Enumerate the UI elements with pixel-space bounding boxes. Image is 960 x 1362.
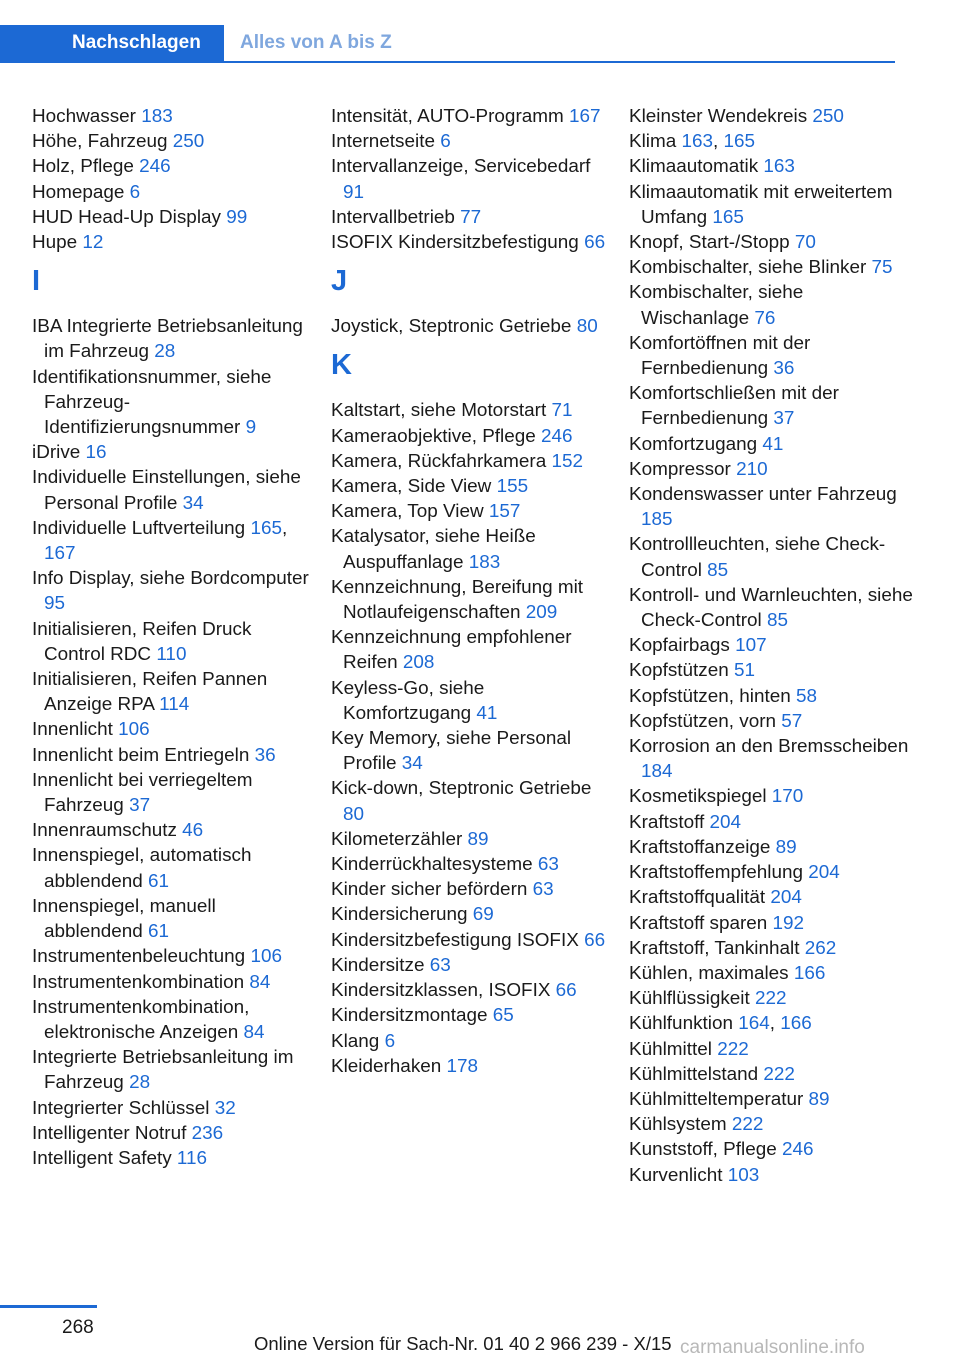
index-entry-term: Instrumentenkombination, elektronische Anzeigen: [32, 996, 250, 1043]
index-entry: [331, 827, 616, 852]
index-entry-term: Kamera, Side View: [331, 476, 497, 498]
page-reference-link[interactable]: 250: [172, 131, 205, 153]
index-entry: [629, 230, 914, 255]
page-reference-link[interactable]: 167: [568, 106, 601, 127]
index-entry-term: Key Memory, siehe Personal Profile: [331, 728, 572, 775]
index-entry: [32, 995, 317, 1045]
index-entry-term: Kinderrückhaltesysteme: [331, 854, 538, 876]
index-entry: [629, 104, 914, 129]
tab-nachschlagen[interactable]: Nachschlagen: [0, 25, 224, 61]
index-entry-term: Kleiderhaken: [331, 1055, 447, 1077]
index-entry: [331, 154, 616, 204]
page-reference-link[interactable]: 34: [401, 753, 423, 775]
page-reference-link[interactable]: 183: [141, 106, 173, 127]
index-column-1: [32, 104, 317, 1171]
index-letter-heading: K: [331, 349, 352, 382]
index-entry-term: Kontrollleuchten, siehe Check-Control: [629, 534, 886, 581]
index-entry-term: Kosmetikspiegel: [629, 786, 772, 808]
page-reference-link[interactable]: 63: [429, 954, 451, 976]
index-entry: [629, 684, 914, 709]
index-entry-term: Instrumentenbeleuchtung: [32, 946, 251, 968]
page-reference-link[interactable]: 262: [804, 937, 837, 959]
index-entry: [629, 658, 914, 683]
page-reference-link[interactable]: 157: [488, 501, 521, 523]
index-entry-term: Korrosion an den Bremsscheiben: [629, 736, 909, 758]
index-entry-term: Kraftstoff: [629, 811, 710, 833]
page-reference-link[interactable]: 164: [738, 1013, 770, 1035]
index-entry-term: Kühlfunktion: [629, 1013, 739, 1035]
index-entry: [32, 843, 317, 893]
index-entry: [629, 583, 914, 633]
index-entry-term: Kameraobjektive, Pflege: [331, 425, 542, 447]
index-entry: [629, 961, 914, 986]
index-entry-term: Innenraumschutz: [32, 820, 183, 842]
index-entry-term: Kontroll- und Warnleuchten, siehe Check-Control: [629, 584, 913, 632]
page-reference-link[interactable]: 34: [182, 492, 204, 514]
page-reference-link[interactable]: 114: [159, 694, 190, 716]
index-entry: [629, 835, 914, 860]
page-reference-link[interactable]: 32: [214, 1097, 236, 1119]
page-reference-link[interactable]: 103: [727, 1164, 760, 1186]
index-entry: [629, 1112, 914, 1137]
page-reference-link[interactable]: 6: [384, 1030, 396, 1052]
page-reference-link[interactable]: 116: [176, 1147, 208, 1169]
index-entry-term: Integrierter Schlüssel: [32, 1097, 215, 1119]
page-reference-link[interactable]: 51: [734, 660, 756, 682]
index-entry: [331, 398, 616, 423]
page-reference-link[interactable]: 106: [250, 946, 282, 968]
index-entry-term: HUD Head-Up Display: [32, 206, 227, 228]
index-entry: [629, 810, 914, 835]
page-reference-link[interactable]: 37: [129, 795, 151, 817]
page-reference-link[interactable]: 250: [812, 106, 844, 127]
index-entry-term: Klimaautomatik mit erweitertem Umfang: [629, 181, 893, 228]
index-entry-term: Kurvenlicht: [629, 1164, 728, 1186]
page-reference-link[interactable]: 165: [250, 517, 282, 539]
page-reference-link[interactable]: 75: [871, 257, 893, 279]
index-entry: [32, 205, 317, 230]
index-entry-term: Kondenswasser unter Fahrzeug: [629, 484, 897, 506]
page-reference-link[interactable]: 36: [773, 358, 795, 380]
page-reference-link[interactable]: 222: [763, 1063, 795, 1085]
index-entry-term: Innenlicht bei verriegeltem Fahrzeug: [32, 769, 253, 817]
index-entry-term: Komfortöffnen mit der Fernbedienung: [629, 332, 811, 380]
index-entry-term: ISOFIX Kindersitzbefestigung: [331, 232, 585, 254]
index-entry-term: Holz, Pflege: [32, 156, 140, 178]
index-entry: [32, 743, 317, 768]
index-entry: [629, 432, 914, 457]
page-header: [0, 25, 895, 63]
index-entry-term: Katalysator, siehe Heiße Auspuffanlage: [331, 526, 536, 573]
index-entry: [629, 381, 914, 431]
index-entry: [629, 1062, 914, 1087]
page-reference-link[interactable]: 208: [402, 652, 435, 674]
index-entry: [629, 331, 914, 381]
index-entry: [629, 784, 914, 809]
index-entry-term: Internetseite: [331, 131, 441, 153]
page-reference-link[interactable]: 110: [156, 643, 187, 665]
index-entry-term: Kraftstoffanzeige: [629, 836, 776, 858]
index-entry-term: Kleinster Wendekreis: [629, 106, 813, 127]
page-reference-link[interactable]: 57: [781, 710, 803, 732]
index-entry-term: Identifikationsnummer, siehe Fahrzeug-Identifizierungsnummer: [32, 366, 272, 439]
index-entry-term: Kopfstützen, hinten: [629, 685, 796, 707]
page-reference-link[interactable]: 246: [139, 156, 171, 178]
index-entry-term: Kombischalter, siehe Wischanlage: [629, 282, 804, 329]
page-reference-link[interactable]: 185: [641, 509, 673, 531]
page-reference-link[interactable]: 204: [709, 811, 742, 833]
index-entry-term: Kopfstützen, vorn: [629, 710, 782, 732]
page-reference-link[interactable]: 152: [551, 450, 584, 472]
index-entry: [629, 936, 914, 961]
index-entry-term: Komfortschließen mit der Fernbedienung: [629, 383, 839, 430]
page-reference-link[interactable]: 37: [773, 408, 795, 430]
index-entry: [331, 852, 616, 877]
index-entry: [32, 314, 317, 364]
index-entry-term: Kopfairbags: [629, 635, 736, 657]
page-reference-link[interactable]: 41: [476, 702, 498, 724]
index-entry-term: Intensität, AUTO-Programm: [331, 106, 569, 127]
page-reference-link[interactable]: 66: [584, 929, 606, 951]
page-reference-link[interactable]: 236: [191, 1122, 224, 1144]
index-column-3: [629, 104, 914, 1188]
index-entry: [331, 902, 616, 927]
index-entry: [32, 566, 317, 616]
index-entry: [629, 1037, 914, 1062]
index-entry-term: Kennzeichnung, Bereifung mit Notlaufeigenschaften: [331, 576, 584, 624]
index-entry: [32, 180, 317, 205]
page-reference-link[interactable]: 28: [154, 341, 176, 363]
index-entry-term: Kindersitzmontage: [331, 1005, 493, 1027]
index-entry: [32, 365, 317, 441]
index-entry: [32, 1096, 317, 1121]
index-entry: [331, 676, 616, 726]
page-reference-link[interactable]: 163: [763, 156, 795, 178]
index-entry-term: Innenspiegel, automatisch abblendend: [32, 845, 252, 892]
page-reference-link[interactable]: 6: [440, 131, 451, 153]
index-entry-term: Kühlflüssigkeit: [629, 988, 755, 1010]
index-entry: [331, 776, 616, 826]
index-entry-term: Kunststoff, Pflege: [629, 1139, 782, 1161]
index-entry: [32, 154, 317, 179]
index-entry-term: Kamera, Top View: [331, 501, 489, 523]
page-reference-link[interactable]: 61: [148, 870, 170, 892]
page-reference-link[interactable]: 95: [44, 593, 66, 615]
index-entry-term: Kühlmitteltemperatur: [629, 1088, 809, 1110]
page-reference-link[interactable]: 166: [780, 1013, 812, 1035]
index-entry: [32, 970, 317, 995]
index-entry: [629, 532, 914, 582]
page-reference-link[interactable]: 246: [781, 1139, 814, 1161]
index-entry-term: Kombischalter, siehe Blinker: [629, 257, 872, 279]
index-entry: [629, 255, 914, 280]
index-entry: Klima 163, 165: [629, 131, 756, 153]
page-reference-link[interactable]: 71: [551, 400, 573, 422]
index-entry-term: Individuelle Luftverteilung: [32, 517, 251, 539]
index-entry-term: Homepage: [32, 181, 130, 203]
index-entry: [331, 877, 616, 902]
page-number: 268: [62, 1317, 94, 1338]
index-entry: [32, 818, 317, 843]
index-entry: [32, 104, 317, 129]
index-entry-term: Knopf, Start-/Stopp: [629, 232, 795, 254]
online-version-note: Online Version für Sach-Nr. 01 40 2 966 239 - X/15: [254, 1333, 672, 1354]
page-reference-link[interactable]: 222: [755, 988, 787, 1010]
page-reference-link[interactable]: 210: [736, 458, 768, 480]
page-reference-link[interactable]: 155: [496, 476, 529, 498]
index-entry: [331, 928, 616, 953]
index-entry-term: Hupe: [32, 232, 83, 254]
index-entry: [331, 625, 616, 675]
index-entry-term: Höhe, Fahrzeug: [32, 131, 173, 153]
page-reference-link[interactable]: 85: [707, 559, 729, 581]
index-entry: [32, 1045, 317, 1095]
index-entry: [331, 575, 616, 625]
index-entry: [32, 1121, 317, 1146]
index-entry: [331, 424, 616, 449]
index-entry: [32, 667, 317, 717]
page-reference-link[interactable]: 89: [808, 1088, 830, 1110]
index-entry: [331, 474, 616, 499]
index-entry-term: Intelligent Safety: [32, 1147, 177, 1169]
page-reference-link[interactable]: 66: [555, 980, 577, 1002]
page-reference-link[interactable]: 89: [775, 836, 797, 858]
index-entry: [331, 1054, 616, 1079]
page-reference-link[interactable]: 183: [468, 551, 501, 573]
index-entry-term: Kraftstoffqualität: [629, 887, 771, 909]
page-reference-link[interactable]: 6: [129, 181, 141, 203]
page-reference-link[interactable]: 246: [541, 425, 573, 447]
index-entry: [629, 180, 914, 230]
index-entry-term: Komfortzugang: [629, 433, 763, 455]
page-reference-link[interactable]: 209: [525, 602, 558, 624]
index-entry: [32, 230, 317, 255]
index-entry: [331, 953, 616, 978]
index-entry: [331, 104, 616, 129]
index-letter-heading: I: [32, 265, 41, 298]
index-entry: [32, 440, 317, 465]
page-reference-link[interactable]: 167: [44, 543, 76, 565]
index-entry-term: Kinder sicher befördern: [331, 879, 533, 901]
page-reference-link[interactable]: 41: [762, 433, 784, 455]
page-reference-link[interactable]: 204: [770, 887, 802, 909]
index-entry: [331, 1003, 616, 1028]
page-reference-link[interactable]: 192: [772, 912, 805, 934]
index-entry-term: Innenlicht: [32, 719, 119, 741]
index-entry-term: Klima: [629, 131, 682, 153]
index-entry: [629, 154, 914, 179]
page-reference-link[interactable]: 77: [460, 206, 482, 228]
page-reference-link[interactable]: 163: [681, 131, 714, 153]
index-entry-term: Innenspiegel, manuell abblendend: [32, 895, 216, 943]
index-entry-term: Kennzeichnung empfohlener Reifen: [331, 627, 572, 674]
index-entry: [32, 717, 317, 742]
index-entry-term: Kraftstoffempfehlung: [629, 862, 809, 884]
page-reference-link[interactable]: 9: [245, 417, 257, 439]
index-entry-term: Klang: [331, 1030, 385, 1052]
page-reference-link[interactable]: 184: [641, 761, 673, 783]
index-entry-term: Kühlen, maximales: [629, 962, 794, 984]
index-entry: [32, 894, 317, 944]
page-reference-link[interactable]: 28: [129, 1072, 151, 1094]
index-entry-term: Kraftstoff, Tankinhalt: [629, 937, 805, 959]
page-reference-link[interactable]: 91: [343, 181, 365, 203]
index-entry-term: Individuelle Einstellungen, siehe Personal Profile: [32, 467, 301, 514]
index-entry: [629, 482, 914, 532]
index-column-2: [331, 104, 616, 1079]
index-entry-term: Intervallanzeige, Servicebedarf: [331, 156, 591, 178]
index-entry: [629, 280, 914, 330]
index-entry-term: Kraftstoff sparen: [629, 912, 773, 934]
page-reference-link[interactable]: 165: [723, 131, 756, 153]
page-reference-link[interactable]: 70: [794, 232, 816, 254]
index-entry: [629, 457, 914, 482]
page-reference-link[interactable]: 107: [735, 635, 767, 657]
index-entry: [629, 1163, 914, 1188]
index-entry-term: Integrierte Betriebsanleitung im Fahrzeug: [32, 1047, 294, 1094]
page-reference-link[interactable]: 63: [537, 854, 559, 876]
index-entry: [32, 768, 317, 818]
index-entry-term: Initialisieren, Reifen Pannen Anzeige RPA: [32, 669, 268, 716]
index-entry: [331, 524, 616, 574]
index-entry: [629, 1087, 914, 1112]
page-reference-link[interactable]: 61: [148, 921, 170, 943]
index-entry-term: Kindersicherung: [331, 904, 473, 926]
tab-alles-von-a-bis-z[interactable]: Alles von A bis Z: [240, 32, 392, 53]
index-entry-term: Kindersitze: [331, 954, 430, 976]
index-entry-term: Kilometerzähler: [331, 828, 468, 850]
index-entry-term: Intervallbetrieb: [331, 206, 461, 228]
page-reference-link[interactable]: 46: [182, 820, 204, 842]
index-entry-term: Kompressor: [629, 458, 737, 480]
index-entry: [629, 885, 914, 910]
index-entry: [331, 978, 616, 1003]
index-entry-term: Instrumentenkombination: [32, 971, 250, 993]
page-reference-link[interactable]: 65: [492, 1005, 514, 1027]
page-reference-link[interactable]: 204: [808, 862, 840, 884]
index-entry-term: Kamera, Rückfahrkamera: [331, 450, 552, 472]
index-entry: [629, 734, 914, 784]
index-entry-term: Initialisieren, Reifen Druck Control RDC: [32, 618, 252, 665]
index-entry-term: IBA Integrierte Betriebsanleitung im Fahrzeug: [32, 316, 303, 363]
index-entry: [32, 617, 317, 667]
index-entry: [331, 314, 616, 339]
page-reference-link[interactable]: 85: [766, 610, 788, 632]
index-entry-term: Kick-down, Steptronic Getriebe: [331, 778, 592, 800]
index-entry: [331, 726, 616, 776]
index-entry: [32, 1146, 317, 1171]
index-entry-term: Keyless-Go, siehe Komfortzugang: [331, 677, 485, 724]
page-reference-link[interactable]: 84: [243, 1021, 265, 1043]
index-entry-term: Info Display, siehe Bordcomputer: [32, 568, 309, 590]
page-reference-link[interactable]: 76: [754, 307, 776, 329]
page-reference-link[interactable]: 63: [532, 879, 554, 901]
index-entry-term: Kindersitzbefestigung ISOFIX: [331, 929, 585, 951]
index-entry-term: Kindersitzklassen, ISOFIX: [331, 980, 556, 1002]
index-entry: [629, 911, 914, 936]
index-entry: [331, 449, 616, 474]
index-entry: [331, 129, 616, 154]
index-entry: [32, 944, 317, 969]
index-entry-term: Intelligenter Notruf: [32, 1122, 192, 1144]
page-reference-link[interactable]: 80: [576, 316, 598, 338]
index-entry: [629, 709, 914, 734]
page-reference-link[interactable]: 58: [795, 685, 817, 707]
index-entry-term: Innenlicht beim Entriegeln: [32, 744, 255, 766]
index-entry: Kühlfunktion 164, 166: [629, 1013, 812, 1035]
page-reference-link[interactable]: 178: [446, 1055, 479, 1077]
watermark: carmanualsonline.info: [680, 1337, 865, 1358]
page-number-rule: [0, 1305, 97, 1308]
page-reference-link[interactable]: 36: [254, 744, 276, 766]
page-reference-link[interactable]: 222: [717, 1038, 749, 1060]
index-entry-term: Kühlmittel: [629, 1038, 718, 1060]
index-entry: [629, 633, 914, 658]
index-entry: [331, 205, 616, 230]
index-entry: [32, 129, 317, 154]
page-reference-link[interactable]: 69: [472, 904, 494, 926]
page-reference-link[interactable]: 99: [226, 206, 248, 228]
page-reference-link[interactable]: 84: [249, 971, 271, 993]
index-entry-term: Klimaautomatik: [629, 156, 764, 178]
index-entry: [629, 860, 914, 885]
index-entry: [629, 986, 914, 1011]
page-reference-link[interactable]: 66: [584, 232, 606, 254]
index-entry-term: iDrive: [32, 442, 86, 464]
index-entry-term: Hochwasser: [32, 106, 142, 127]
index-entry: [629, 1137, 914, 1162]
index-entry-term: Joystick, Steptronic Getriebe: [331, 316, 577, 338]
page-reference-link[interactable]: 222: [731, 1114, 764, 1136]
page-reference-link[interactable]: 80: [343, 803, 365, 825]
index-entry-term: Kühlmittelstand: [629, 1063, 764, 1085]
page-reference-link[interactable]: 165: [712, 206, 744, 228]
page-reference-link[interactable]: 106: [118, 719, 150, 741]
page-reference-link[interactable]: 12: [82, 232, 104, 254]
index-entry-term: Kaltstart, siehe Motorstart: [331, 400, 552, 422]
index-entry-term: Kühlsystem: [629, 1114, 732, 1136]
index-entry: Individuelle Luftverteilung 165, 167: [32, 517, 288, 565]
index-entry-term: Kopfstützen: [629, 660, 735, 682]
index-entry: [331, 499, 616, 524]
page-reference-link[interactable]: 166: [793, 962, 826, 984]
index-entry: [331, 1029, 616, 1054]
page-reference-link[interactable]: 89: [467, 828, 489, 850]
page-reference-link[interactable]: 16: [85, 442, 107, 464]
index-entry: [331, 230, 616, 255]
page-reference-link[interactable]: 170: [771, 786, 804, 808]
index-entry: [32, 465, 317, 515]
index-letter-heading: J: [331, 265, 348, 298]
